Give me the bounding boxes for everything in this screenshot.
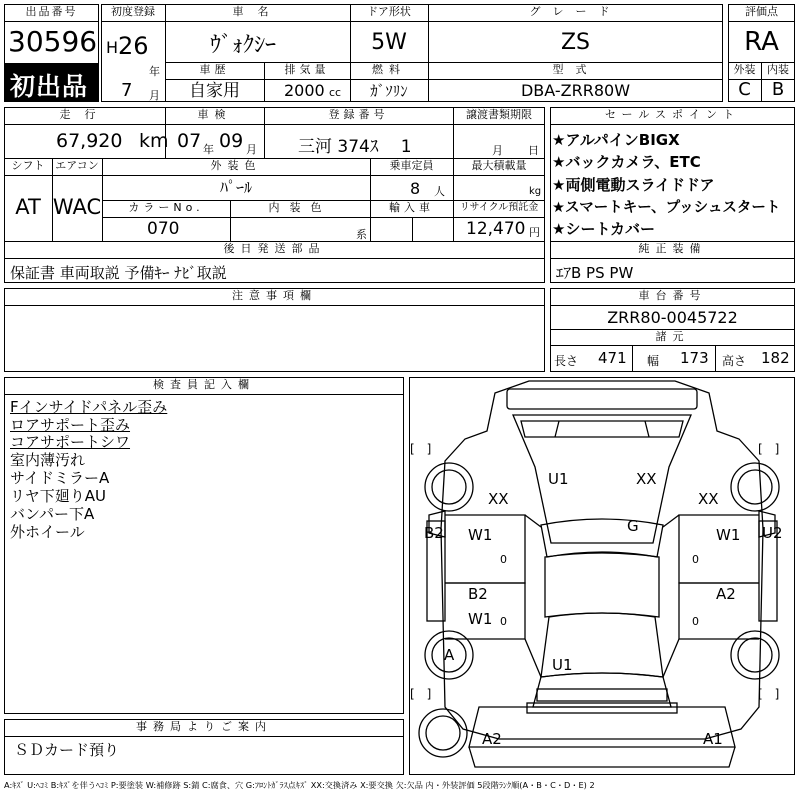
int-color-label: 内装色 — [268, 201, 332, 214]
roof — [545, 553, 659, 617]
int-color-unit: 系 — [356, 228, 367, 241]
shift-label: シフト — [11, 159, 45, 172]
car-diagram — [409, 377, 795, 775]
displacement: 2000 — [284, 81, 325, 100]
bracket-tl: [ ] — [410, 442, 432, 456]
lot-number-label: 出品番号 — [25, 5, 78, 18]
score-label: 評価点 — [745, 5, 778, 18]
ac-label: エアコン — [55, 159, 99, 172]
ext-color: ﾊﾟｰﾙ — [219, 178, 252, 197]
rear-hatch — [533, 673, 671, 707]
model-label: 型式 — [552, 63, 599, 76]
inspector-item: 室内薄汚れ — [10, 451, 86, 469]
hood-outline — [513, 415, 691, 543]
divider — [632, 345, 633, 372]
mark-a2-right-rear-door: A2 — [716, 585, 736, 603]
mark-w1-left-front-door: W1 — [468, 526, 493, 544]
divider — [550, 124, 795, 125]
bracket-bl: [ ] — [410, 687, 432, 701]
mark-u1-hood: U1 — [548, 470, 569, 488]
mark-0-left-front: 0 — [500, 553, 507, 566]
first-reg-month: 7 — [121, 80, 133, 101]
bracket-br: [ ] — [758, 687, 780, 701]
inspector-item: ロアサポート歪み — [10, 416, 131, 434]
mark-xx-hood: XX — [636, 470, 657, 488]
plate-label: 登録番号 — [328, 108, 389, 121]
interior-score: B — [771, 79, 785, 100]
fuel: ｶﾞｿﾘﾝ — [370, 82, 408, 100]
inspection-year: 07 — [177, 130, 202, 152]
inspector-item: Fインサイドパネル歪み — [10, 398, 168, 416]
load-unit: kg — [529, 186, 542, 197]
history-label: 車歴 — [199, 63, 230, 76]
length-label: 長さ — [554, 354, 579, 368]
divider — [550, 345, 795, 346]
mark-xx-left-fender: XX — [488, 490, 509, 508]
inspector-item: 外ホイール — [10, 523, 85, 541]
width: 173 — [680, 349, 709, 367]
grade: ZS — [560, 30, 591, 55]
divider — [4, 736, 404, 737]
mark-a1-rear-right: A1 — [703, 730, 723, 748]
transfer-label: 譲渡書類期限 — [466, 108, 532, 121]
divider — [4, 258, 545, 259]
transfer-month-unit: 月 — [492, 144, 503, 157]
body-outline — [441, 381, 763, 739]
car-name-label: 車名 — [232, 5, 283, 18]
car-name: ｳﾞｫｸｼｰ — [210, 33, 277, 58]
office-note: ＳＤカード預り — [14, 741, 120, 759]
divider — [165, 62, 723, 63]
door-label: ドア形状 — [367, 5, 411, 18]
divider — [4, 305, 545, 306]
exterior-score: C — [738, 79, 751, 100]
ac: WAC — [52, 195, 102, 219]
color-no-label: カラーNo. — [128, 201, 204, 214]
mark-u2-right: U2 — [762, 524, 783, 542]
inspection-year-unit: 年 — [203, 143, 214, 156]
exterior-label: 外装 — [733, 63, 756, 76]
displacement-unit: cc — [329, 86, 342, 99]
divider — [101, 21, 723, 22]
first-reg-year: 26 — [118, 32, 149, 60]
mark-a2-rear-left: A2 — [482, 730, 502, 748]
sales-point-item: ★スマートキー、プッシュスタート — [552, 200, 781, 216]
divider — [4, 21, 99, 22]
height-label: 高さ — [722, 354, 747, 368]
legend: A:ｷｽﾞ U:ﾍｺﾐ B:ｷｽﾞを伴うﾍｺﾐ P:要塗装 W:補修跡 S:錆 C:腐食、穴 G:ﾌﾛﾝﾄｶﾞﾗｽ点ｷｽﾞ XX:交換済み X:要交換 欠:欠品 内・外装評価 5段階ﾗﾝｸ順(A・B・C・D・E) 2 — [4, 780, 595, 790]
divider — [4, 394, 404, 395]
inspector-item: コアサポートシワ — [10, 433, 131, 451]
inspection-label: 車検 — [197, 108, 232, 121]
recycle-unit: 円 — [529, 226, 540, 239]
mark-b2-left: B2 — [424, 524, 444, 542]
office-label: 事務局よりご案内 — [136, 720, 272, 733]
sales-point-item: ★両側電動スライドドア — [552, 176, 715, 194]
chassis-number: ZRR80-0045722 — [607, 308, 738, 327]
door: 5W — [371, 30, 407, 55]
mileage: 67,920 — [56, 130, 123, 152]
fuel-label: 燃料 — [372, 63, 406, 76]
model: DBA-ZRR80W — [520, 81, 631, 100]
later-parts-label: 後日発送部品 — [223, 242, 326, 255]
width-label: 幅 — [647, 354, 660, 368]
shift: AT — [15, 195, 41, 219]
ext-color-label: 外装色 — [210, 159, 262, 172]
inspector-item: リヤ下廻りAU — [10, 487, 106, 505]
first-reg-label: 初度登録 — [111, 5, 155, 18]
color-no: 070 — [147, 219, 180, 239]
divider — [4, 175, 545, 176]
standard-equipment-label: 純正装備 — [638, 242, 707, 255]
notes-label: 注意事項欄 — [232, 289, 317, 302]
mileage-unit: km — [139, 130, 169, 152]
mark-xx-right-fender: XX — [698, 490, 719, 508]
mark-g-windshield: G — [627, 517, 639, 535]
lot-number: 30596 — [8, 25, 98, 58]
divider — [453, 107, 454, 242]
divider — [550, 258, 795, 259]
divider — [4, 124, 545, 125]
divider — [715, 345, 716, 372]
history: 自家用 — [189, 81, 240, 101]
capacity-label: 乗車定員 — [389, 159, 434, 172]
mark-u1-rear: U1 — [552, 656, 573, 674]
transfer-day-unit: 日 — [528, 144, 539, 157]
bracket-tr: [ ] — [758, 442, 780, 456]
inspection-month: 09 — [219, 130, 244, 152]
recycle-label: リサイクル預託金 — [459, 202, 539, 213]
sales-points-label: セールスポイント — [604, 108, 740, 121]
inspector-item: サイドミラーA — [10, 469, 110, 487]
mark-w1-right-front-door: W1 — [716, 526, 741, 544]
divider — [728, 21, 795, 22]
length: 471 — [598, 349, 627, 367]
capacity-unit: 人 — [434, 185, 445, 198]
mark-0-left-rear: 0 — [500, 615, 507, 628]
sales-point-item: ★シートカバー — [552, 220, 655, 238]
first-listing-text: 初出品 — [10, 72, 89, 101]
displacement-label: 排気量 — [284, 63, 330, 76]
mark-0-right-rear: 0 — [692, 615, 699, 628]
mark-w1-left-rear-door: W1 — [468, 610, 493, 628]
mark-b2-left-rear-door: B2 — [468, 585, 488, 603]
inspection-month-unit: 月 — [246, 143, 257, 156]
mileage-label: 走行 — [59, 108, 110, 121]
divider — [102, 217, 545, 218]
windshield — [541, 519, 663, 557]
import-label: 輸入車 — [389, 201, 434, 214]
standard-equipment: ｴｱB PS PW — [556, 264, 634, 282]
mark-0-right-front: 0 — [692, 553, 699, 566]
inspector-item: バンパー下A — [10, 505, 95, 523]
sales-point-item: ★バックカメラ、ETC — [552, 153, 701, 171]
score: RA — [744, 27, 779, 57]
divider — [165, 79, 723, 80]
interior-label: 内装 — [767, 63, 789, 76]
recycle: 12,470 — [466, 219, 526, 239]
later-parts: 保証書 車両取説 予備ｷｰ ﾅﾋﾞ取説 — [10, 264, 227, 282]
divider — [550, 305, 795, 306]
year-unit: 年 — [149, 65, 160, 78]
front-grille — [521, 421, 683, 437]
mark-a-left-rear-wheel: A — [444, 646, 455, 664]
load-label: 最大積載量 — [471, 159, 527, 172]
grade-label: グレード — [529, 5, 622, 18]
capacity: 8 — [410, 179, 421, 198]
divider — [412, 217, 413, 242]
era: H — [106, 38, 119, 57]
plate: 三河 374ｽ 1 — [298, 137, 412, 157]
inspector-label: 検査員記入欄 — [153, 378, 255, 391]
dims-label: 諸元 — [655, 330, 690, 343]
month-unit: 月 — [149, 89, 160, 102]
chassis-label: 車台番号 — [638, 289, 707, 302]
sales-point-item: ★アルパインBIGX — [552, 131, 680, 149]
height: 182 — [761, 349, 790, 367]
